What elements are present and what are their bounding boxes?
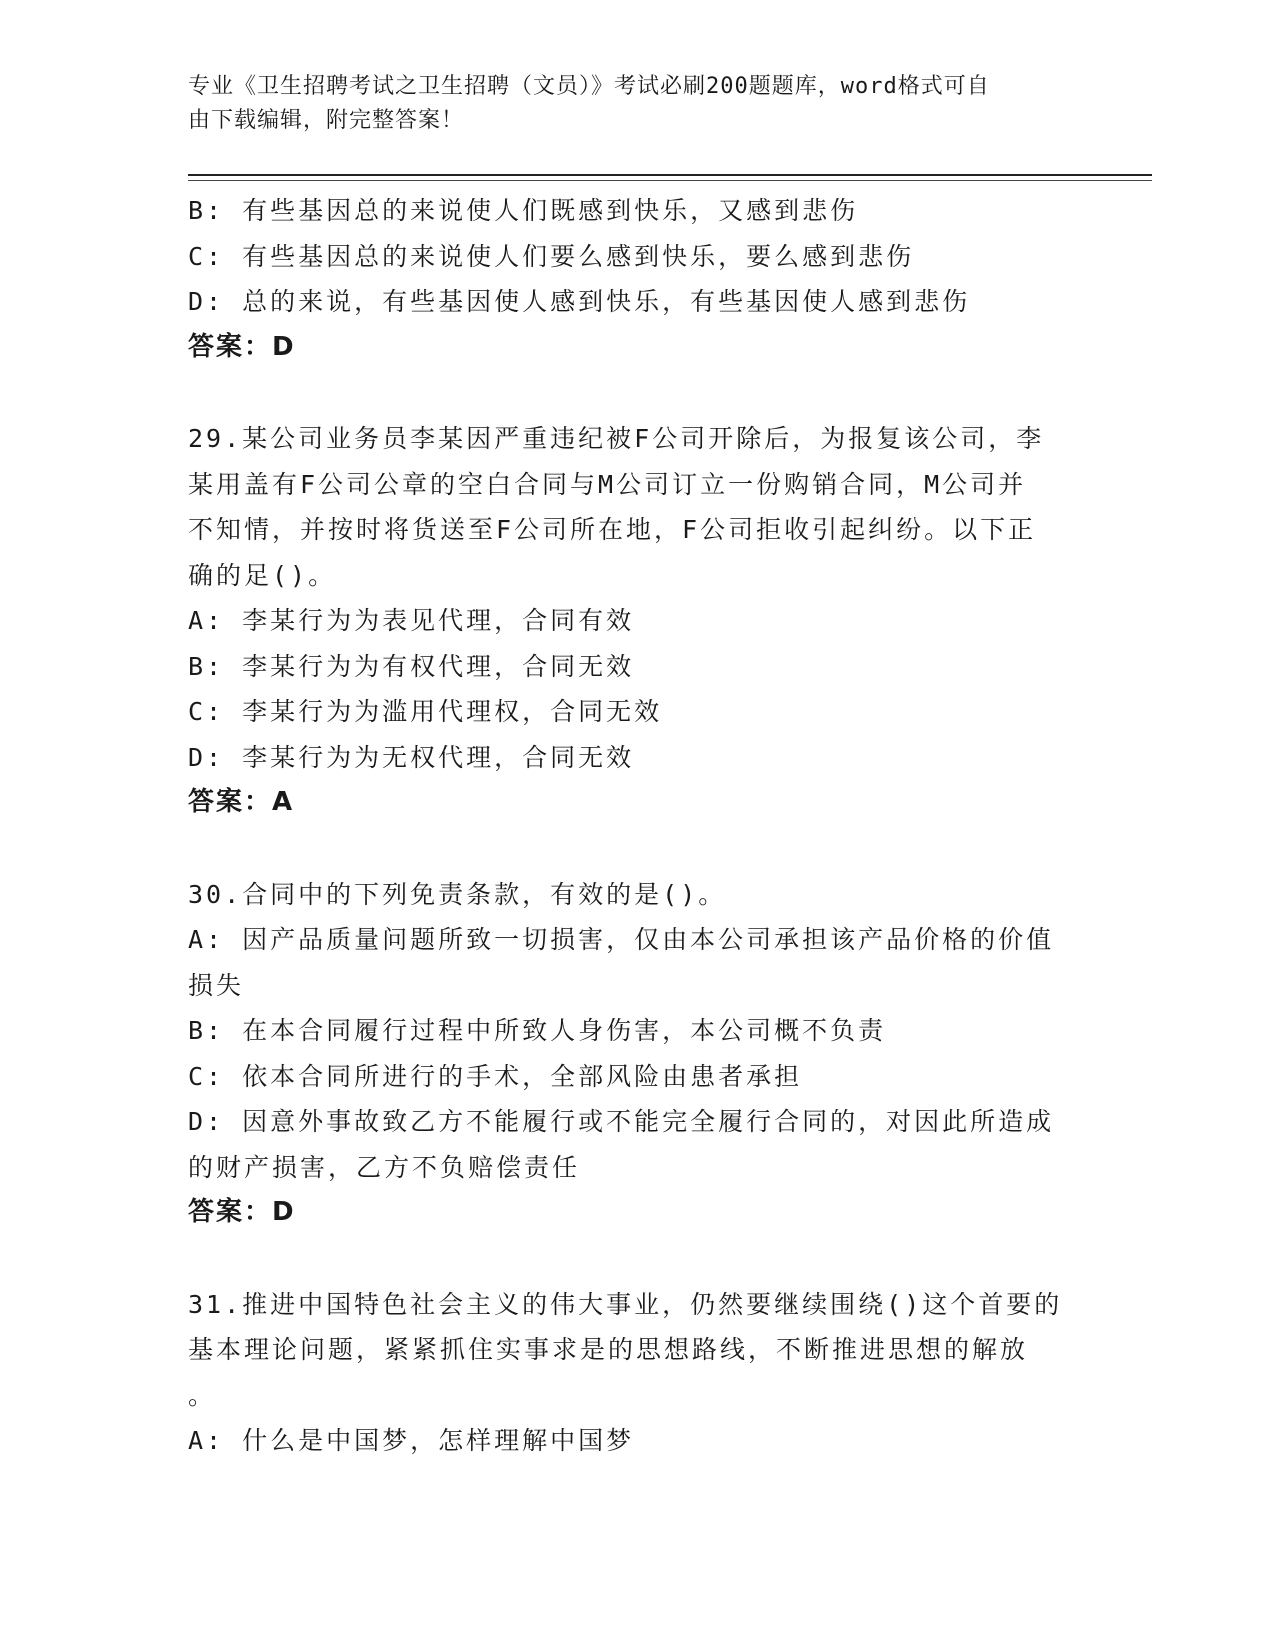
answer: 答案：A — [188, 787, 295, 817]
header-divider-thin — [188, 180, 1152, 181]
option-d: D: 李某行为为无权代理，合同无效 — [188, 742, 635, 772]
spacer — [188, 370, 1088, 416]
question-30 — [188, 872, 1088, 1236]
option-c: C: 有些基因总的来说使人们要么感到快乐，要么感到悲伤 — [188, 241, 915, 271]
option-b: B: 李某行为为有权代理，合同无效 — [188, 651, 635, 681]
question-stem: 。 — [188, 1380, 217, 1410]
spacer — [188, 826, 1088, 872]
option-d: D: 总的来说，有些基因使人感到快乐，有些基因使人感到悲伤 — [188, 287, 971, 316]
header-line-1: 专业《卫生招聘考试之卫生招聘（文员）》考试必刷200题题库，word格式可自 — [188, 74, 990, 99]
option-a-continued: 损失 — [188, 970, 245, 1000]
option-b: B: 有些基因总的来说使人们既感到快乐，又感到悲伤 — [188, 196, 859, 225]
option-c: C: 李某行为为滥用代理权，合同无效 — [188, 697, 663, 726]
document-body — [188, 188, 1088, 1464]
answer: 答案：D — [188, 331, 296, 362]
option-d-continued: 的财产损害，乙方不负赔偿责任 — [188, 1152, 581, 1182]
option-b: B: 在本合同履行过程中所致人身伤害，本公司概不负责 — [188, 1016, 887, 1045]
question-stem: 不知情，并按时将货送至F公司所在地，F公司拒收引起纠纷。以下正 — [188, 515, 1037, 544]
question-stem: 31.推进中国特色社会主义的伟大事业，仍然要继续围绕()这个首要的 — [188, 1289, 1063, 1319]
document-header — [188, 70, 1088, 138]
question-31 — [188, 1282, 1088, 1464]
option-c: C: 依本合同所进行的手术，全部风险由患者承担 — [188, 1061, 803, 1091]
question-stem: 基本理论问题，紧紧抓住实事求是的思想路线，不断推进思想的解放 — [188, 1335, 1029, 1364]
option-d: D: 因意外事故致乙方不能履行或不能完全履行合同的，对因此所造成 — [188, 1107, 1055, 1136]
question-stem: 某用盖有F公司公章的空白合同与M公司订立一份购销合同，M公司并 — [188, 469, 1027, 499]
header-divider-thick — [188, 174, 1152, 176]
question-29 — [188, 416, 1088, 826]
question-stem: 30.合同中的下列免责条款，有效的是()。 — [188, 879, 727, 909]
question-stem: 确的足()。 — [188, 560, 337, 590]
answer: 答案：D — [188, 1197, 296, 1227]
option-a: A: 什么是中国梦，怎样理解中国梦 — [188, 1426, 635, 1455]
option-a: A: 因产品质量问题所致一切损害，仅由本公司承担该产品价格的价值 — [188, 925, 1055, 954]
question-28 — [188, 188, 1088, 370]
spacer — [188, 1236, 1088, 1282]
header-line-2: 由下载编辑，附完整答案！ — [188, 108, 465, 133]
question-stem: 29.某公司业务员李某因严重违纪被F公司开除后，为报复该公司，李 — [188, 424, 1045, 453]
option-a: A: 李某行为为表见代理，合同有效 — [188, 606, 635, 635]
